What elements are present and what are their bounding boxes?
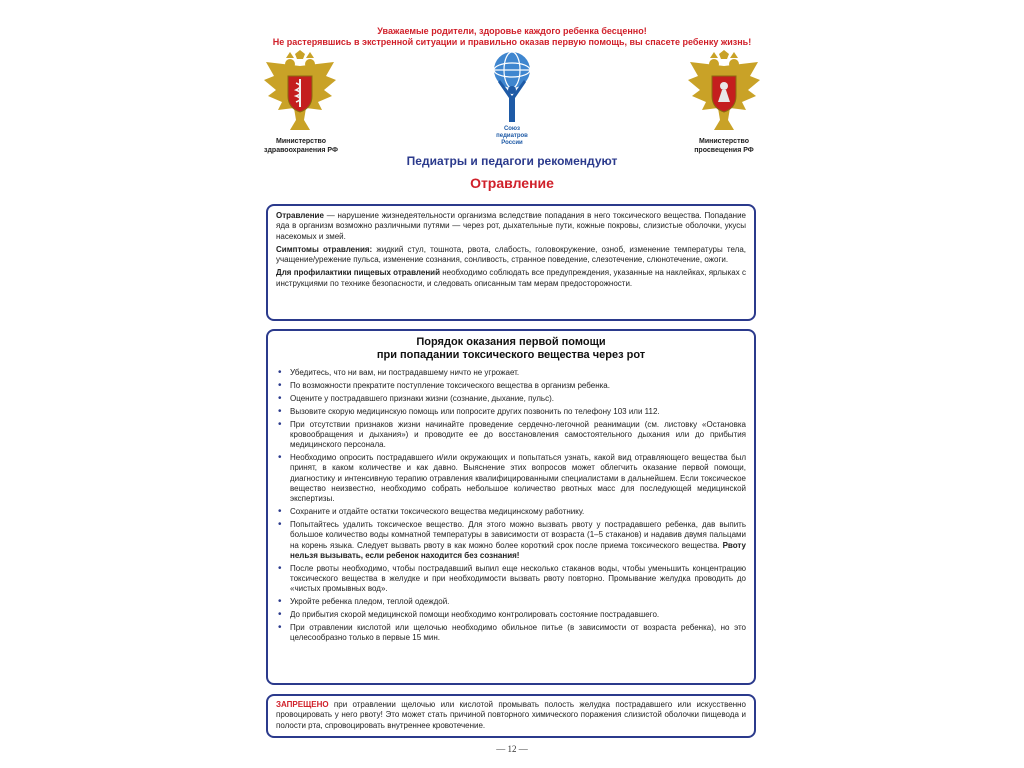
warning-text: при отравлении щелочью или кислотой промывать полость желудка пострадавшего или искусственно провоцировать у него рвоту! Это может стать причиной повторного химического поражения слизистой оболочки пищевода и полости рта, спровоцировать внутреннее кровотечение.: [276, 700, 746, 730]
symptoms-text: жидкий стул, тошнота, рвота, слабость, головокружение, озноб, изменение температуры тела, учащение/урежение пульса, изменение сознания, сонливость, странное поведение, слезотечение, слюнотечение, ожоги.: [276, 244, 747, 265]
procedure-step-3: • Оцените у пострадавшего признаки жизни (сознание, дыхание, пульс).: [276, 394, 746, 404]
coat-of-arms-icon: [684, 50, 764, 136]
procedure-step-10: • Укройте ребенка пледом, теплой одеждой.: [276, 597, 746, 607]
procedure-title: [276, 336, 746, 362]
definition-text: — нарушение жизнедеятельности организма вследствие попадания в него токсического вещества. Попадание яда в организм возможно различными путями — через рот, дыхательные пути, кожные покровы, слизистые оболочки, укусы насекомых и змей.: [276, 211, 746, 241]
union-line-2: педиатров: [496, 133, 528, 139]
ministry-education-line-2: просвещения РФ: [694, 147, 754, 154]
procedure-step-8-text: Попытайтесь удалить токсическое вещество. Для этого можно вызвать рвоту у пострадавшего ребенка, дав выпить большое количество воды комнатной температуры в зависимости от возраста (1–5 стаканов) и надавив двумя пальцами на корень языка. Следует вызвать рвоту в как можно более короткий срок после приема токсического вещества.: [290, 520, 746, 550]
union-label: [472, 126, 552, 147]
prevention-paragraph: [276, 268, 746, 289]
procedure-step-9: • После рвоты необходимо, чтобы пострадавший выпил еще несколько стаканов воды, чтобы уменьшить концентрацию токсического вещества в желудке и при необходимости вызвать рвоту повторно. Промывание желудка проводить до «чистых промывных вод».: [276, 564, 746, 595]
coat-of-arms-icon: [260, 50, 340, 136]
ministry-education-label: [659, 137, 789, 155]
ministry-health-line-2: здравоохранения РФ: [264, 147, 338, 154]
symptoms-paragraph: [276, 245, 746, 266]
prevention-text: необходимо соблюдать все предупреждения, указанные на наклейках, ярлыках с инструкциями по технике безопасности, и следовать описанным там мерам предосторожности.: [276, 268, 746, 288]
procedure-box: [266, 329, 756, 685]
procedure-step-8: [276, 520, 746, 561]
procedure-step-8-warning: Рвоту нельзя вызывать, если ребенок находится без сознания!: [290, 540, 746, 560]
procedure-step-6: • Необходимо опросить пострадавшего и/или окружающих и попытаться узнать, какой вид отравляющего вещества был принят, в каком количестве и как давно. Выяснение этих вопросов может облегчить оказание первой помощи, диагностику и интенсивную терапию отравления квалифицированными специалистами в дальнейшем. Если токсическое вещество неизвестно, необходимо собрать небольшое количество рвотных масс для последующей медицинской экспертизы.: [276, 453, 746, 504]
pediatric-union-logo: [486, 50, 538, 126]
definition-paragraph: [276, 211, 746, 242]
union-line-1: Союз: [503, 126, 521, 132]
procedure-step-4: • Вызовите скорую медицинскую помощь или попросите других позвонить по телефону 103 или 112.: [276, 407, 746, 417]
procedure-step-2: • По возможности прекратите поступление токсического вещества в организм ребенка.: [276, 381, 746, 391]
procedure-step-1: • Убедитесь, что ни вам, ни пострадавшему ничто не угрожает.: [276, 368, 746, 378]
procedure-title-line-1: Порядок оказания первой помощи: [416, 336, 606, 348]
procedure-list: [276, 368, 746, 644]
procedure-title-line-2: при попадании токсического вещества через рот: [376, 349, 646, 361]
warning-box: [266, 694, 756, 738]
definition-term: Отравление: [276, 211, 324, 220]
ministry-education-line-1: Министерство: [699, 138, 749, 145]
ministry-health-label: [236, 137, 366, 155]
prevention-term: Для профилактики пищевых отравлений: [276, 268, 440, 278]
procedure-step-5: • При отсутствии признаков жизни начинайте проведение сердечно-легочной реанимации (см. листовку «Остановка кровообращения и дыхания») и проводите ее до восстановления самостоятельного дыхания или до прибытия медицинского персонала.: [276, 420, 746, 451]
procedure-step-12: • При отравлении кислотой или щелочью необходимо обильное питье (в зависимости от возраста ребенка), но это целесообразно только в первые 15 мин.: [276, 623, 746, 644]
procedure-step-7: • Сохраните и отдайте остатки токсического вещества медицинскому работнику.: [276, 507, 746, 517]
symptoms-term: Симптомы отравления:: [276, 244, 373, 254]
warning-term: ЗАПРЕЩЕНО: [276, 700, 329, 709]
header-line-2: Не растерявшись в экстренной ситуации и правильно оказав первую помощь, вы спасете ребенку жизнь!: [272, 37, 752, 47]
ministry-health-line-1: Министерство: [276, 138, 326, 145]
page-title: Отравление: [470, 175, 554, 191]
intro-box: [266, 204, 756, 321]
page-number: — 12 —: [496, 744, 528, 754]
union-line-3: России: [501, 140, 523, 146]
procedure-step-11: • До прибытия скорой медицинской помощи необходимо контролировать состояние пострадавшего.: [276, 610, 746, 620]
subtitle: Педиатры и педагоги рекомендуют: [406, 154, 618, 168]
header-line-1: Уважаемые родители, здоровье каждого ребенка бесценно!: [377, 26, 647, 36]
